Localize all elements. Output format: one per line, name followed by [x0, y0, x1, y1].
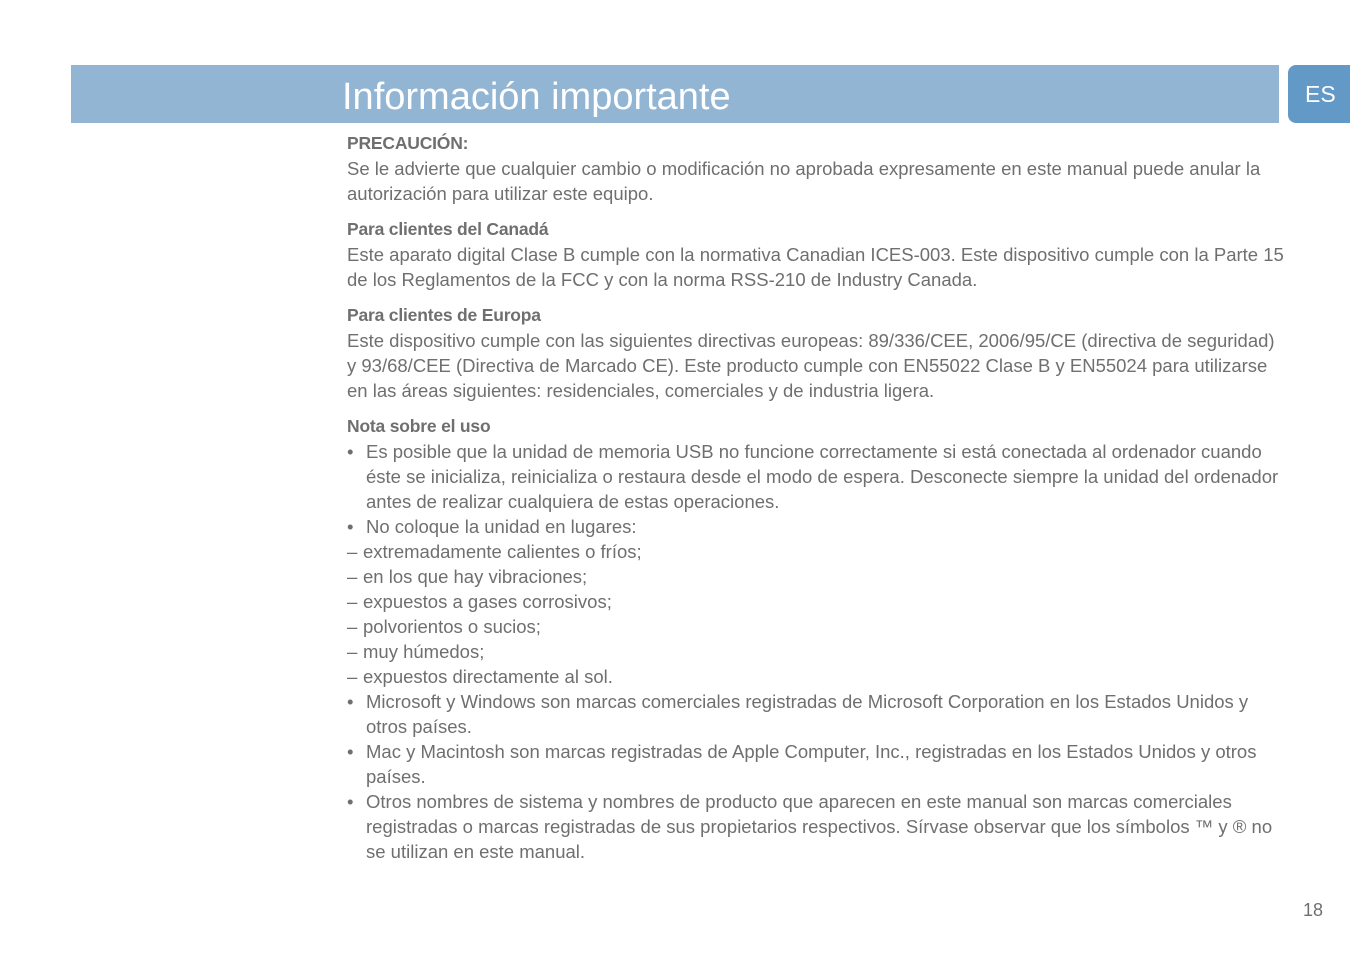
placement-item: – expuestos a gases corrosivos; [347, 589, 1287, 614]
usage-item-usb: • Es posible que la unidad de memoria USB no funcione correctamente si está conectada al ordenador cuando éste se inicializa, reinicializa o restaura desde el modo de espera. Desconecte siempre la unidad del ordenador antes de realizar cualquiera de estas operaciones. [347, 439, 1287, 514]
europe-text: Este dispositivo cumple con las siguientes directivas europeas: 89/336/CEE, 2006/95/CE (directiva de seguridad) y 93/68/CEE (Directiva de Marcado CE). Este producto cumple con EN55022 Clase B y EN55024 para utilizarse en las áreas siguientes: residenciales, comerciales y de industria ligera. [347, 330, 1275, 401]
section-title-canada: Para clientes del Canadá [347, 219, 549, 239]
page-number: 18 [1303, 900, 1324, 920]
placement-item: – muy húmedos; [347, 639, 1287, 664]
placement-list [347, 539, 1287, 689]
usage-item-trademarks: • Otros nombres de sistema y nombres de producto que aparecen en este manual son marcas comerciales registradas o marcas registradas de sus propietarios respectivos. Sírvase observar que los símbolos ™ y ® no se utilizan en este manual. [347, 789, 1287, 864]
usage-item-placement [347, 514, 1287, 689]
placement-item: – en los que hay vibraciones; [347, 564, 1287, 589]
usage-item-placement-label: No coloque la unidad en lugares: [366, 516, 637, 537]
placement-item: – extremadamente calientes o fríos; [347, 539, 1287, 564]
section-title-usage: Nota sobre el uso [347, 416, 491, 436]
usage-list [347, 439, 1287, 864]
section-caution [347, 131, 1287, 206]
page-title: Información importante [342, 76, 731, 118]
section-usage [347, 414, 1287, 864]
section-europe [347, 303, 1287, 403]
usage-item-microsoft: • Microsoft y Windows son marcas comerciales registradas de Microsoft Corporation en los Estados Unidos y otros países. [347, 689, 1287, 739]
placement-item: – polvorientos o sucios; [347, 614, 1287, 639]
section-canada [347, 217, 1287, 292]
language-tab: ES [1288, 65, 1350, 123]
placement-item: – expuestos directamente al sol. [347, 664, 1287, 689]
section-title-caution: PRECAUCIÓN: [347, 133, 469, 153]
section-title-europe: Para clientes de Europa [347, 305, 541, 325]
canada-text: Este aparato digital Clase B cumple con la normativa Canadian ICES-003. Este dispositivo cumple con la Parte 15 de los Reglamentos de la FCC y con la norma RSS-210 de Industry Canada. [347, 244, 1284, 290]
usage-item-apple: • Mac y Macintosh son marcas registradas de Apple Computer, Inc., registradas en los Estados Unidos y otros países. [347, 739, 1287, 789]
content [347, 131, 1287, 875]
caution-text: Se le advierte que cualquier cambio o modificación no aprobada expresamente en este manual puede anular la autorización para utilizar este equipo. [347, 158, 1261, 204]
